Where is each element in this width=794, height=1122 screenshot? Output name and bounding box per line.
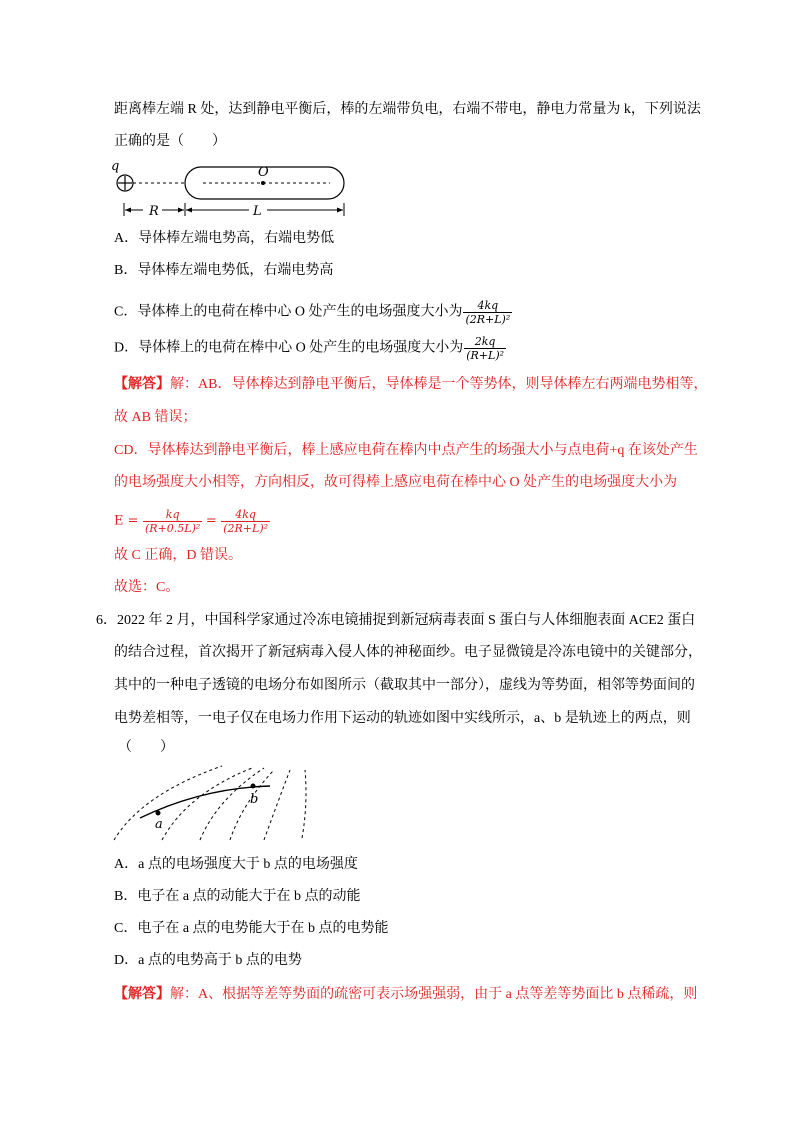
q5-answer-line-4: 的电场强度大小相等，方向相反，故可得棒上感应电荷在棒中心 O 处产生的电场强度大小为 — [114, 475, 678, 490]
q5-option-c-text: C．导体棒上的电荷在棒中心 O 处产生的电场强度大小为 — [114, 304, 463, 320]
answer-tag: 【解答】 — [114, 377, 170, 392]
point-b-dot — [251, 784, 256, 789]
q6-equipotential-figure — [112, 764, 322, 844]
q6-stem-line-3: 其中的一种电子透镜的电场分布如图所示（截取其中一部分），虚线为等势面，相邻等势面间的 — [114, 678, 695, 693]
eq-fraction-2: $\frac{4kq}{\text{(2R+L)²}}$ — [223, 508, 269, 535]
frac-numerator: 2kq — [464, 335, 506, 349]
point-a-label: a — [155, 817, 163, 832]
q5-option-d-text: D．导体棒上的电荷在棒中心 O 处产生的电场强度大小为 — [114, 340, 464, 356]
eq-equals: = — [205, 513, 217, 529]
q5-answer-line-1: 【解答】解：AB．导体棒达到静电平衡后，导体棒是一个等势体，则导体棒左右两端电势相等， — [114, 377, 708, 392]
q5-option-b: B．导体棒左端电势低，右端电势高 — [114, 263, 334, 278]
q6-option-c: C．电子在 a 点的电势能大于在 b 点的电势能 — [114, 921, 389, 936]
q6-stem-line-4: 电势差相等，一电子仅在电场力作用下运动的轨迹如图中实线所示，a、b 是轨迹上的两点，则 — [114, 711, 691, 726]
q6-stem-line-5: （ ） — [118, 740, 174, 755]
q5-option-a: A．导体棒左端电势高，右端电势低 — [114, 231, 335, 246]
answer-tag: 【解答】 — [114, 987, 170, 1002]
charge-label: q — [111, 159, 120, 174]
frac-numerator: 4kq — [463, 299, 512, 313]
equipotential-line-6 — [302, 770, 306, 838]
equipotential-line-5 — [264, 770, 290, 840]
q5-option-c-fraction — [463, 299, 512, 326]
q6-option-a: A．a 点的电场强度大于 b 点的电场强度 — [114, 857, 358, 872]
q5-answer-line-3: CD．导体棒达到静电平衡后，棒上感应电荷在棒内中点产生的场强大小与点电荷+q 在该处产生 — [114, 443, 698, 458]
q5-answer-equation — [114, 508, 270, 535]
q5-option-c — [114, 299, 512, 326]
center-label: O — [258, 165, 269, 180]
dim-r-label: R — [149, 204, 159, 219]
dim-l-label: L — [253, 204, 262, 219]
q5-stem-line-2: 正确的是（ ） — [114, 134, 226, 149]
q5-answer-line-6: 故 C 正确，D 错误。 — [114, 548, 242, 563]
q5-option-d-fraction — [464, 335, 506, 362]
point-a-dot — [156, 811, 161, 816]
frac-denominator: (2R+L)² — [465, 313, 511, 326]
q6-option-d: D．a 点的电势高于 b 点的电势 — [114, 953, 302, 968]
q5-conductor-rod-figure — [108, 158, 358, 220]
eq-fraction-1: $\frac{kq}{\text{(R+0.5L)²}}$ — [145, 508, 201, 535]
q5-option-d — [114, 335, 506, 362]
q5-answer-line-2: 故 AB 错误； — [114, 410, 197, 425]
q6-option-b: B．电子在 a 点的动能大于在 b 点的动能 — [114, 889, 361, 904]
frac-denominator: (R+L)² — [466, 349, 505, 362]
q6-stem-line-1: 6．2022 年 2 月，中国科学家通过冷冻电镜捕捉到新冠病毒表面 S 蛋白与人体细胞表面 ACE2 蛋白 — [96, 613, 696, 628]
q5-stem-line-1: 距离棒左端 R 处，达到静电平衡后，棒的左端带负电，右端不带电，静电力常量为 k，下列说法 — [114, 102, 701, 117]
eq-lhs: E = — [114, 513, 139, 529]
q6-stem-line-2: 的结合过程，首次揭开了新冠病毒入侵人体的神秘面纱。电子显微镜是冷冻电镜中的关键部分， — [114, 645, 702, 660]
point-b-label: b — [250, 792, 259, 807]
center-point-o — [261, 181, 265, 185]
q6-answer-line-1: 【解答】解：A、根据等差等势面的疏密可表示场强强弱，由于 a 点等差等势面比 b 点稀疏，则 — [114, 987, 698, 1002]
q5-answer-line-7: 故选：C。 — [114, 580, 180, 595]
